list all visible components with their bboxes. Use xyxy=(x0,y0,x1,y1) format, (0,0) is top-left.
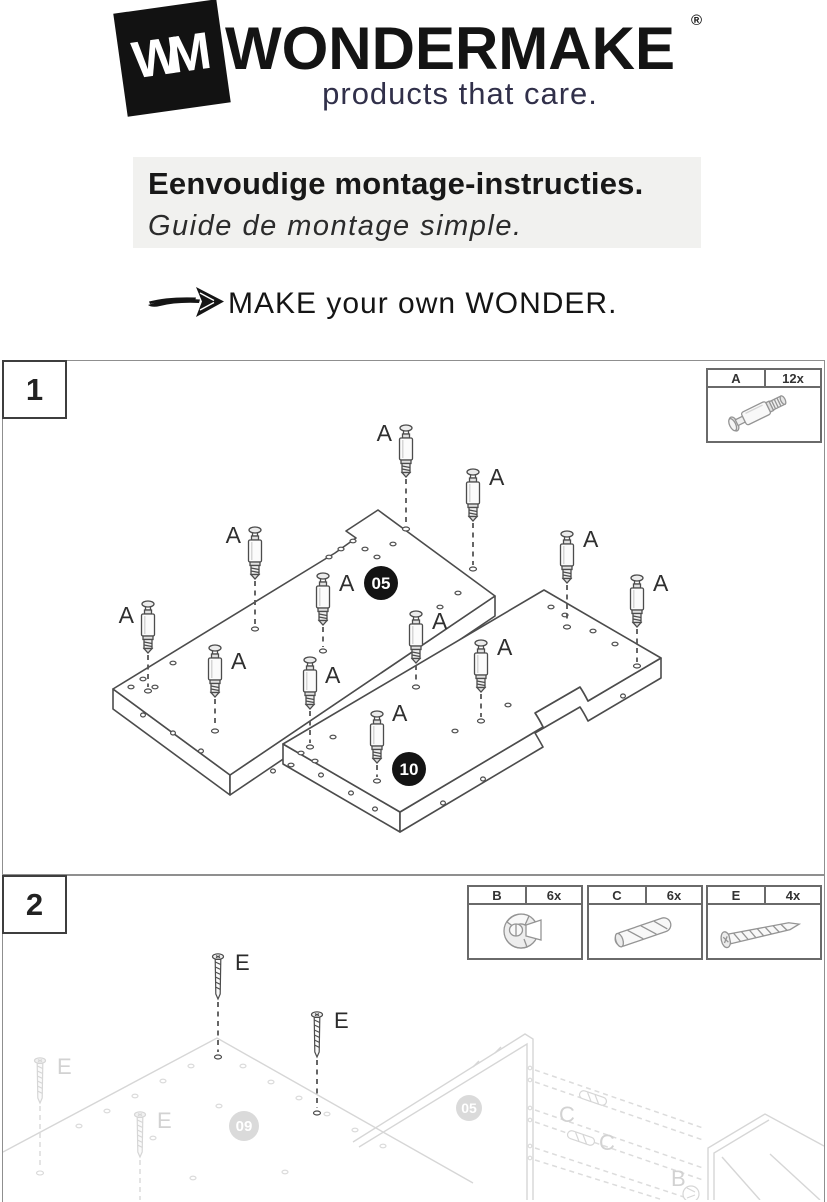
step2-section xyxy=(2,875,825,1202)
step1-section xyxy=(2,360,825,875)
wood-dowel-icon xyxy=(589,905,697,955)
hardware-b-id: B xyxy=(469,887,527,903)
svg-text:A: A xyxy=(118,602,134,628)
wood-screw-icon xyxy=(708,905,816,955)
svg-text:C: C xyxy=(599,1130,615,1155)
svg-text:A: A xyxy=(489,464,505,490)
barrel-bolt-icon xyxy=(708,388,816,438)
hardware-legend-a xyxy=(706,368,822,443)
brand-tagline: products that care. xyxy=(322,76,598,111)
svg-text:A: A xyxy=(392,700,408,726)
hardware-c-id: C xyxy=(589,887,647,903)
svg-text:A: A xyxy=(325,662,341,688)
svg-text:A: A xyxy=(225,522,241,548)
svg-text:A: A xyxy=(231,648,247,674)
svg-text:E: E xyxy=(235,950,250,975)
panel-09-faded xyxy=(3,1038,473,1200)
svg-text:C: C xyxy=(559,1102,575,1127)
svg-text:A: A xyxy=(497,634,513,660)
step2-number: 2 xyxy=(2,875,67,934)
svg-text:E: E xyxy=(157,1108,172,1133)
panel-05-badge-faded: 05 xyxy=(461,1100,477,1116)
svg-text:B: B xyxy=(671,1166,686,1191)
svg-text:A: A xyxy=(583,526,599,552)
hardware-legend-b xyxy=(467,885,583,960)
heading-french: Guide de montage simple. xyxy=(148,210,523,242)
hardware-b-qty: 6x xyxy=(546,887,562,903)
hardware-e-id: E xyxy=(708,887,766,903)
hardware-e-qty: 4x xyxy=(785,887,801,903)
step1-diagram xyxy=(3,361,824,874)
hardware-legend-c xyxy=(587,885,703,960)
brand-name: WONDERMAKE xyxy=(225,15,675,82)
hardware-c-qty: 6x xyxy=(666,887,682,903)
brand-logo-square xyxy=(113,0,230,117)
brand-monogram: WM xyxy=(128,23,202,91)
svg-text:A: A xyxy=(653,570,669,596)
panel-10-badge: 10 xyxy=(399,760,419,779)
svg-text:E: E xyxy=(334,1008,349,1033)
svg-text:A: A xyxy=(339,570,355,596)
dowel-leaders-faded xyxy=(535,1070,703,1200)
heading-dutch: Eenvoudige montage-instructies. xyxy=(148,166,644,201)
hardware-legend-e xyxy=(706,885,822,960)
svg-text:E: E xyxy=(57,1054,72,1079)
step1-number: 1 xyxy=(2,360,67,419)
intro-box xyxy=(133,157,701,248)
hardware-a-qty: 12x xyxy=(782,370,804,386)
arrow-icon xyxy=(146,284,226,320)
slogan-row xyxy=(146,282,706,324)
panel-09-badge: 09 xyxy=(235,1118,253,1135)
registered-trademark-icon: ® xyxy=(691,12,703,29)
hardware-a-id: A xyxy=(708,370,766,386)
right-panel-faded xyxy=(708,1114,824,1200)
panel-05-badge: 05 xyxy=(371,574,391,593)
slogan-text: MAKE your own WONDER. xyxy=(228,287,618,320)
cam-lock-icon xyxy=(469,905,577,955)
svg-text:A: A xyxy=(376,420,392,446)
svg-text:A: A xyxy=(432,608,448,634)
